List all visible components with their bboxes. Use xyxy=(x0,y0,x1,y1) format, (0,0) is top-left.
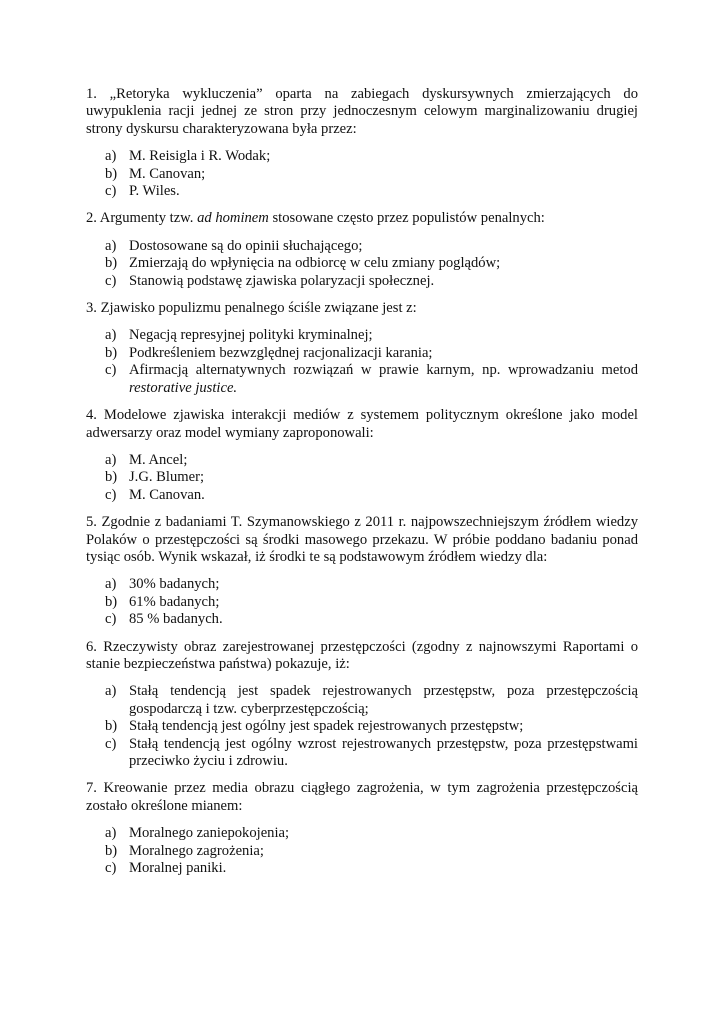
question-2-option-a xyxy=(86,238,638,255)
option-text: Dostosowane są do opinii słuchającego; xyxy=(129,237,363,254)
question-3: 3. Zjawisko populizmu penalnego ściśle związane jest z: xyxy=(86,300,417,317)
option-label: c) xyxy=(105,486,117,503)
question-4-option-a xyxy=(86,452,638,469)
option-text: M. Canovan. xyxy=(129,486,205,503)
option-text: Stanowią podstawę zjawiska polaryzacji społecznej. xyxy=(129,272,435,289)
question-3-options xyxy=(86,327,638,397)
question-1: 1. „Retoryka wykluczenia” oparta na zabiegach dyskursywnych zmierzających do uwypuklenia racji jednej ze stron przy jednoczesnym celowym marginalizowaniu drugiej strony dyskursu charakteryzowana była przez: xyxy=(86,86,638,137)
option-label: b) xyxy=(105,842,118,859)
question-4: 4. Modelowe zjawiska interakcji mediów z systemem politycznym określone jako model adwersarzy oraz model wymiany zaproponowali: xyxy=(86,407,638,441)
question-2-option-c xyxy=(86,273,638,290)
question-1-options xyxy=(86,148,638,200)
option-label: c) xyxy=(105,362,117,379)
option-text: Moralnej paniki. xyxy=(129,860,227,877)
question-7: 7. Kreowanie przez media obrazu ciągłego zagrożenia, w tym zagrożenia przestępczością zostało określone mianem: xyxy=(86,780,638,814)
option-label: b) xyxy=(105,593,118,610)
option-label: b) xyxy=(105,344,118,361)
question-6: 6. Rzeczywisty obraz zarejestrowanej przestępczości (zgodny z najnowszymi Raportami o stanie bezpieczeństwa państwa) pokazuje, iż: xyxy=(86,638,638,672)
option-label: a) xyxy=(105,576,117,593)
question-6-option-a xyxy=(86,683,638,718)
question-4-options xyxy=(86,452,638,504)
option-text: P. Wiles. xyxy=(129,183,180,200)
question-1-option-a xyxy=(86,148,638,165)
option-label: b) xyxy=(105,469,118,486)
option-text: M. Canovan; xyxy=(129,165,206,182)
option-text: Stałą tendencją jest spadek rejestrowanych przestępstw, poza przestępczością gospodarczą i tzw. cyberprzestępczością; xyxy=(129,683,638,717)
question-7-option-a xyxy=(86,825,638,842)
question-2-option-b xyxy=(86,255,638,272)
option-text: 30% badanych; xyxy=(129,576,220,593)
question-1-option-c xyxy=(86,183,638,200)
question-7-option-c xyxy=(86,860,638,877)
option-label: b) xyxy=(105,718,118,735)
question-4-option-c xyxy=(86,487,638,504)
option-label: c) xyxy=(105,272,117,289)
question-3-option-a xyxy=(86,327,638,344)
option-text: M. Reisigla i R. Wodak; xyxy=(129,148,271,165)
option-label: a) xyxy=(105,825,117,842)
option-text: 85 % badanych. xyxy=(129,611,223,628)
option-label: b) xyxy=(105,255,118,272)
question-6-options xyxy=(86,683,638,770)
option-label: c) xyxy=(105,611,117,628)
option-label: c) xyxy=(105,183,117,200)
option-text: Negacją represyjnej polityki kryminalnej; xyxy=(129,327,373,344)
question-2-text-before: 2. Argumenty tzw. xyxy=(86,210,194,227)
question-2-text-italic: ad hominem xyxy=(197,210,269,227)
option-label: c) xyxy=(105,735,117,752)
option-text: M. Ancel; xyxy=(129,451,188,468)
option-text: Afirmacją alternatywnych rozwiązań w prawie karnym, np. wprowadzaniu metod xyxy=(129,362,638,379)
question-6-option-b xyxy=(86,718,638,735)
question-2 xyxy=(86,210,638,227)
option-text: J.G. Blumer; xyxy=(129,469,204,486)
option-label: a) xyxy=(105,451,117,468)
question-5-option-b xyxy=(86,594,638,611)
question-4-option-b xyxy=(86,469,638,486)
question-7-options xyxy=(86,825,638,877)
question-5: 5. Zgodnie z badaniami T. Szymanowskiego z 2011 r. najpowszechniejszym źródłem wiedzy Polaków o przestępczości są środki masowego przekazu. W próbie poddano badaniu ponad tysiąc osób. Wynik wskazał, iż środki te są podstawowym źródłem wiedzy dla: xyxy=(86,514,638,565)
question-6-option-c xyxy=(86,736,638,771)
question-5-option-a xyxy=(86,576,638,593)
option-text: Podkreśleniem bezwzględnej racjonalizacji karania; xyxy=(129,344,433,361)
question-2-options xyxy=(86,238,638,290)
option-text: 61% badanych; xyxy=(129,593,220,610)
option-label: a) xyxy=(105,683,117,700)
document-page xyxy=(86,86,638,887)
question-5-option-c xyxy=(86,611,638,628)
option-text: Stałą tendencją jest ogólny jest spadek rejestrowanych przestępstw; xyxy=(129,718,524,735)
option-label: a) xyxy=(105,237,117,254)
option-text: Zmierzają do wpłynięcia na odbiorcę w celu zmiany poglądów; xyxy=(129,255,501,272)
question-3-option-c xyxy=(86,362,638,397)
option-label: a) xyxy=(105,148,117,165)
option-label: c) xyxy=(105,860,117,877)
question-3-option-b xyxy=(86,345,638,362)
question-1-option-b xyxy=(86,166,638,183)
option-text: Moralnego zaniepokojenia; xyxy=(129,825,290,842)
option-label: a) xyxy=(105,327,117,344)
question-7-option-b xyxy=(86,843,638,860)
question-2-text-after: stosowane często przez populistów penalnych: xyxy=(272,210,545,227)
option-label: b) xyxy=(105,165,118,182)
question-5-options xyxy=(86,576,638,628)
option-text-italic: restorative justice. xyxy=(129,379,238,396)
option-text: Moralnego zagrożenia; xyxy=(129,842,264,859)
option-text: Stałą tendencją jest ogólny wzrost rejestrowanych przestępstw, poza przestępstwami przeciwko życiu i zdrowiu. xyxy=(129,735,638,769)
